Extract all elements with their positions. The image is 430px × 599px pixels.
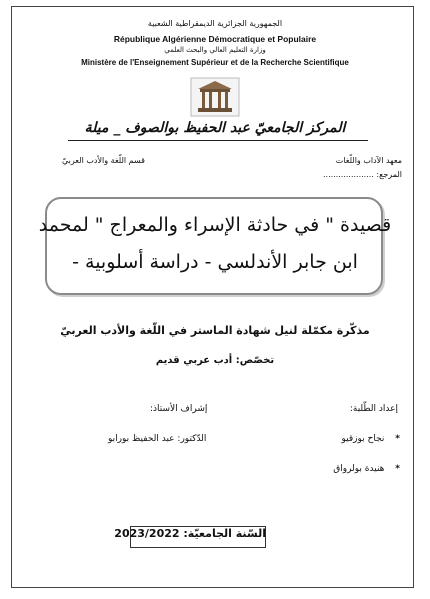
republic-french: République Algérienne Démocratique et Populaire (113, 34, 317, 44)
bullet-star: * (395, 464, 400, 474)
institute-name: معهد الآداب واللّغات (335, 156, 402, 165)
student-name: نجاح بوزقيو (341, 434, 385, 444)
ministry-french: Ministère de l'Enseignement Supérieur et de la Recherche Scientifique (81, 58, 349, 67)
reference-dots: .................... (322, 170, 374, 179)
academic-year: السّنة الجامعيّة: 2023/2022 (114, 527, 266, 540)
prepared-by-label: إعداد الطّلبة: (349, 404, 398, 414)
memo-description: مذكّرة مكمّلة لنيل شهادة الماستر في اللّغة والأدب العربيّ (60, 324, 370, 337)
student-entry (333, 464, 400, 474)
thesis-title-line-1: قصيدة " في حادثة الإسراء والمعراج " لمحمد (38, 214, 392, 236)
university-underline (68, 140, 368, 141)
reference-label: المرجع: (376, 170, 402, 179)
student-entry (342, 434, 401, 444)
title-frame (45, 197, 383, 295)
supervisor-label: إشراف الأستاذ: (150, 404, 208, 414)
supervisor-name: الدّكتور: عبد الحفيظ بورابو (108, 434, 207, 444)
specialty: تخصّص: أدب عربي قديم (155, 355, 275, 366)
reference-field (323, 170, 402, 179)
university-name: المركز الجامعيّ عبد الحفيظ بوالصوف _ ميلة (84, 120, 346, 136)
university-logo (190, 77, 240, 117)
republic-arabic: الجمهورية الجزائرية الديمقراطية الشعبية (147, 19, 283, 28)
student-name: هنيدة بولرواق (333, 464, 385, 474)
bullet-star: * (395, 434, 400, 444)
ministry-arabic: وزارة التعليم العالي والبحث العلمي (164, 46, 266, 54)
department-name: قسم اللّغة والأدب العربيّ (62, 156, 145, 165)
thesis-title-line-2: ابن جابر الأندلسي - دراسة أسلوبية - (72, 251, 358, 273)
